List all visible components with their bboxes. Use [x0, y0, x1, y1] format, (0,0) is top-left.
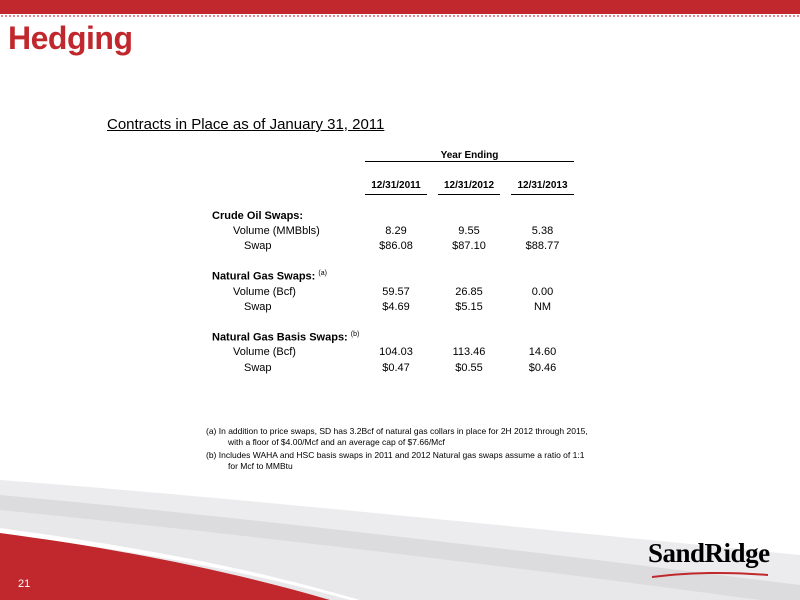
cell-gas-swap-2013: NM [533, 301, 552, 313]
cell-basis-volume-2012: 113.46 [452, 346, 486, 358]
cell-basis-swap-2013: $0.46 [528, 362, 557, 374]
cell-gas-volume-2012: 26.85 [455, 286, 483, 298]
row-label-basis-volume: Volume (Bcf) [233, 346, 296, 358]
column-underline-2011 [365, 194, 427, 195]
cell-crude-volume-2012: 9.55 [458, 225, 480, 237]
column-underline-2012 [438, 194, 500, 195]
group-header-line [365, 161, 574, 162]
section-title-natural-gas: Natural Gas Swaps: $^{(a)}$ [212, 270, 327, 283]
cell-basis-swap-2011: $0.47 [382, 362, 410, 374]
cell-gas-volume-2013: 0.00 [531, 286, 554, 298]
cell-basis-volume-2013: 14.60 [528, 346, 557, 358]
row-label-crude-swap: Swap [244, 240, 272, 252]
cell-gas-swap-2012: $5.15 [455, 301, 483, 313]
cell-crude-swap-2012: $87.10 [452, 240, 486, 252]
table-subtitle: Contracts in Place as of January 31, 2011 [107, 116, 385, 133]
footnote-a-line1: (a) In addition to price swaps, SD has 3.2Bcf of natural gas collars in place for 2H 2012 through 2015, [206, 426, 588, 436]
footnote-b-line2: for Mcf to MMBtu [228, 461, 293, 471]
cell-gas-swap-2011: $4.69 [382, 301, 410, 313]
row-label-basis-swap: Swap [244, 362, 272, 374]
column-header-2013: 12/31/2013 [517, 180, 568, 191]
cell-crude-volume-2013: 5.38 [531, 225, 554, 237]
row-label-gas-swap: Swap [244, 301, 272, 313]
footnote-b-line1: (b) Includes WAHA and HSC basis swaps in 2011 and 2012 Natural gas swaps assume a ratio of 1:1 [206, 450, 585, 460]
section-title-crude-oil: Crude Oil Swaps: [212, 210, 304, 222]
sandridge-logo: SandRidge [648, 538, 770, 568]
cell-gas-volume-2011: 59.57 [382, 286, 410, 298]
group-header-year-ending: Year Ending [440, 150, 499, 161]
column-underline-2013 [511, 194, 574, 195]
logo-swoosh-icon [650, 570, 770, 578]
row-label-crude-volume: Volume (MMBbls) [233, 225, 320, 237]
column-header-2011: 12/31/2011 [371, 180, 421, 191]
top-accent-bar [0, 0, 800, 14]
footnote-marker-b: (b) [350, 331, 360, 338]
cell-crude-swap-2011: $86.08 [379, 240, 413, 252]
footnote-marker-a: (a) [318, 270, 327, 277]
slide-title: Hedging [8, 20, 133, 56]
cell-basis-swap-2012: $0.55 [455, 362, 483, 374]
page-number: 21 [18, 578, 31, 590]
row-label-gas-volume: Volume (Bcf) [233, 286, 296, 298]
footnote-a-line2: with a floor of $4.00/Mcf and an average cap of $7.66/Mcf [228, 437, 445, 447]
section-title-basis-swaps: Natural Gas Basis Swaps: $^{(b)}$ [212, 331, 360, 344]
cell-crude-volume-2011: 8.29 [385, 225, 407, 237]
column-header-2012: 12/31/2012 [443, 180, 495, 191]
top-dot-pattern [0, 14, 800, 18]
cell-basis-volume-2011: 104.03 [379, 346, 413, 358]
cell-crude-swap-2013: $88.77 [525, 240, 560, 252]
